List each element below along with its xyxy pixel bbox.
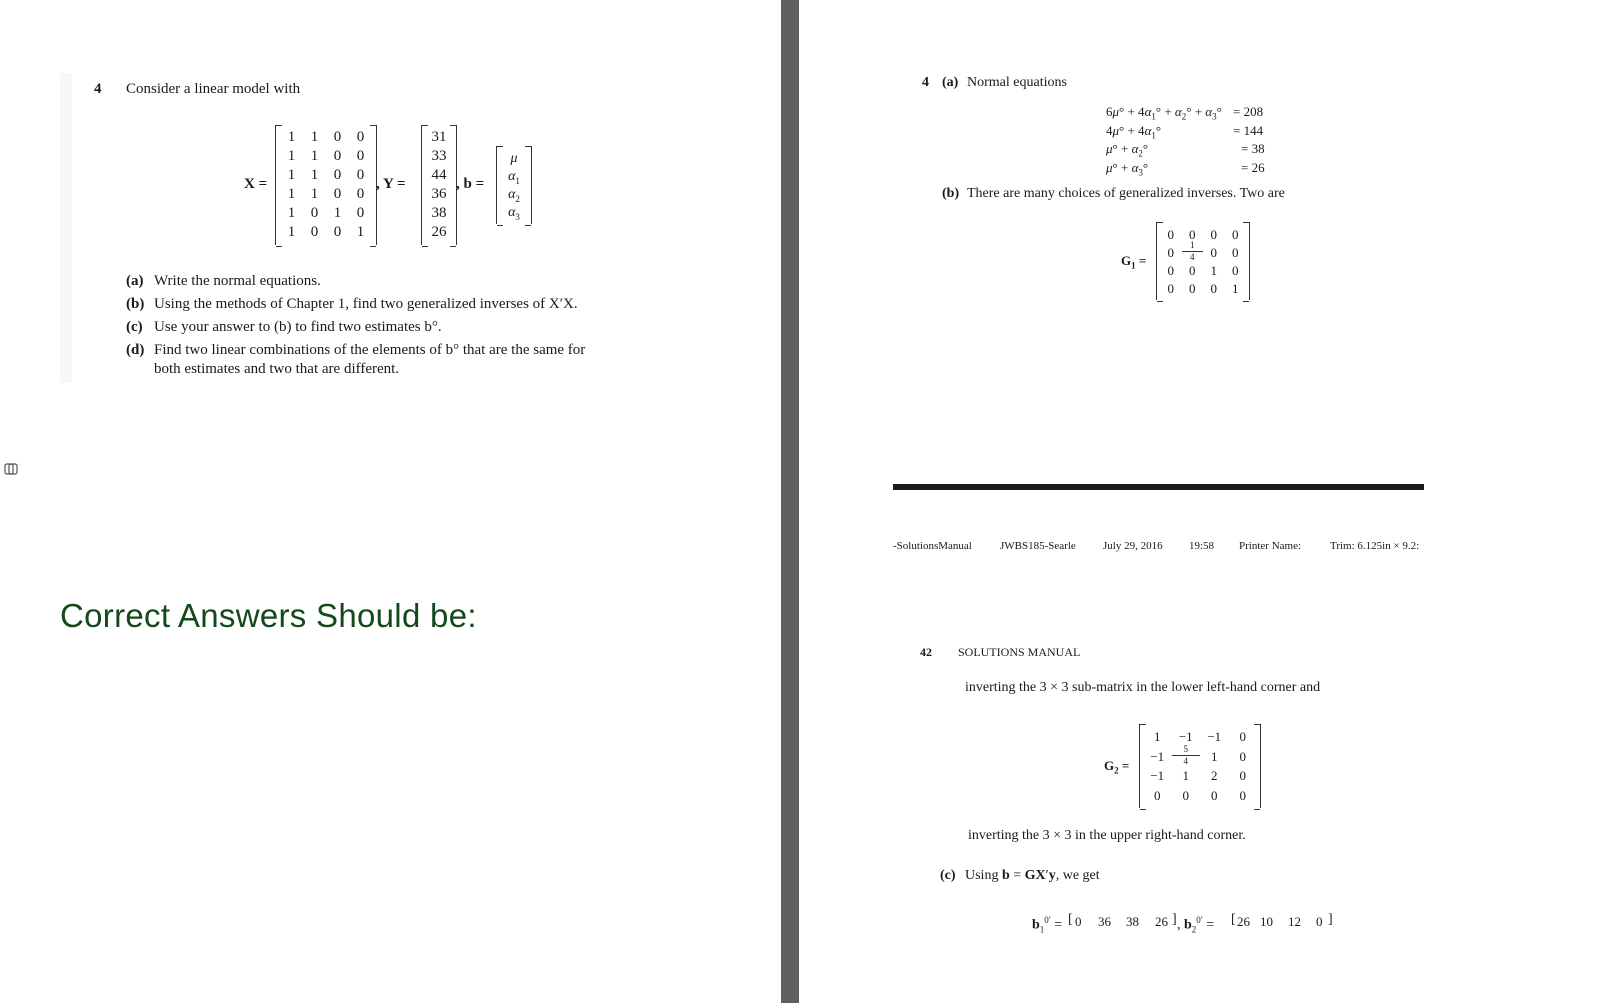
b1-value-4: 26 — [1155, 914, 1168, 929]
page-margin-strip — [60, 73, 72, 383]
g2-matrix-cell: −1 — [1150, 768, 1165, 784]
equation-1-rhs: = 208 — [1233, 104, 1264, 119]
running-head: SOLUTIONS MANUAL — [958, 645, 1081, 659]
equation-2-lhs: $4\mu^\circ + 4\alpha_1^\circ$ — [1106, 123, 1162, 141]
g2-matrix-cell: 0 — [1211, 787, 1218, 803]
problem-intro: Consider a linear model with — [126, 81, 301, 97]
g1-matrix-cell: 0 — [1232, 226, 1239, 242]
g1-matrix-cell: 0 — [1210, 280, 1217, 296]
x-matrix-cell: 1 — [287, 167, 296, 183]
b-vector-cell: μ — [510, 151, 518, 166]
x-matrix-cell: 1 — [287, 205, 296, 221]
g2-matrix-cell: 0 — [1239, 768, 1246, 784]
g1-label: $G_1$ = — [1121, 253, 1147, 271]
g2-matrix-cell: 0 — [1239, 787, 1246, 803]
g2-matrix-cell: 0 — [1182, 787, 1189, 803]
g1-matrix-cell: 0 — [1167, 226, 1174, 242]
y-vector-cell: 33 — [431, 148, 447, 164]
x-matrix-cell: 0 — [356, 186, 365, 202]
g2-matrix — [1139, 724, 1261, 808]
part-c-answer-label: (c) — [940, 868, 956, 883]
g1-matrix-cell: 0 — [1167, 280, 1174, 296]
x-matrix-cell: 0 — [356, 129, 365, 145]
footer-code: JWBS185-Searle — [1000, 540, 1076, 552]
x-matrix-cell: 1 — [287, 129, 296, 145]
x-matrix-cell: 0 — [333, 186, 342, 202]
g1-matrix-cell: 0 — [1189, 280, 1196, 296]
footer-trim: Trim: 6.125in × 9.2: — [1330, 540, 1420, 552]
g2-matrix-cell: −1 — [1178, 729, 1193, 745]
part-a-text: Write the normal equations. — [154, 273, 321, 289]
equation-1-lhs: $6\mu^\circ + 4\alpha_1^\circ + \alpha_2^\circ + \alpha_3^\circ$ — [1106, 104, 1222, 122]
x-matrix-cell: 0 — [310, 224, 319, 240]
page-divider — [781, 0, 799, 1003]
g1-matrix-cell: 0 — [1167, 262, 1174, 278]
g2-matrix-cell: 1 — [1154, 729, 1161, 745]
g1-matrix-cell: 1 4 — [1182, 241, 1204, 262]
part-a-label: (a) — [126, 273, 144, 289]
b-label: , b = — [456, 176, 485, 192]
x-matrix-cell: 1 — [287, 224, 296, 240]
part-c-text: Use your answer to (b) to find two estimates b°. — [154, 319, 442, 335]
b-vector-cell: $\alpha_3$ — [508, 205, 520, 222]
g1-note: inverting the 3 × 3 sub-matrix in the lower left-hand corner and — [965, 680, 1321, 695]
b1-bracket-close: ] — [1172, 912, 1177, 927]
g2-matrix-cell: 0 — [1239, 729, 1246, 745]
footer-book: -SolutionsManual — [893, 540, 972, 552]
x-matrix-cell: 1 — [287, 186, 296, 202]
x-matrix-cell: 0 — [333, 167, 342, 183]
g1-matrix-cell: 0 — [1232, 262, 1239, 278]
x-matrix-cell: 1 — [287, 148, 296, 164]
y-vector-cell: 26 — [431, 224, 447, 240]
g1-matrix-cell: 0 — [1167, 244, 1174, 260]
g1-matrix-cell: 0 — [1189, 262, 1196, 278]
g2-matrix-cell: 2 — [1211, 768, 1218, 784]
y-vector-cell: 38 — [431, 205, 447, 221]
g2-matrix-cell: 5 4 — [1172, 745, 1201, 766]
g2-matrix-cell: −1 — [1207, 729, 1222, 745]
g2-matrix-cell: 0 — [1154, 787, 1161, 803]
footer-time: 19:58 — [1189, 540, 1215, 552]
x-matrix-cell: 1 — [310, 148, 319, 164]
part-a-answer-label: (a) — [942, 75, 959, 90]
part-d-text-continued: both estimates and two that are different. — [154, 361, 400, 377]
y-vector — [421, 125, 457, 245]
x-label: X = — [244, 176, 268, 192]
b-vector-cell: $\alpha_1$ — [508, 169, 520, 186]
g1-matrix — [1156, 222, 1250, 300]
x-matrix-cell: 0 — [356, 148, 365, 164]
correct-answers-heading: Correct Answers Should be: — [60, 597, 477, 634]
b2-bracket-close: ] — [1328, 912, 1333, 927]
equation-3-lhs: $\mu^\circ + \alpha_2^\circ$ — [1106, 141, 1149, 159]
x-matrix-cell: 1 — [356, 224, 365, 240]
b1-bracket-open: [ — [1068, 912, 1073, 927]
part-d-label: (d) — [126, 342, 145, 358]
g2-matrix-cell: 1 — [1182, 768, 1189, 784]
g1-matrix-cell: 0 — [1189, 226, 1196, 242]
b2-value-3: 12 — [1288, 914, 1301, 929]
b2-value-1: 26 — [1237, 914, 1250, 929]
g2-matrix-cell: 1 — [1211, 748, 1218, 764]
problem-number: 4 — [94, 81, 102, 97]
b2-value-2: 10 — [1260, 914, 1273, 929]
b1-value-2: 36 — [1098, 914, 1111, 929]
g2-matrix-cell: 0 — [1239, 748, 1246, 764]
part-b-text: Using the methods of Chapter 1, find two generalized inverses of X′X. — [154, 296, 578, 312]
b-vector-cell: $\alpha_2$ — [508, 187, 520, 204]
copilot-icon[interactable] — [4, 463, 18, 475]
part-c-answer-text: Using b = GX′y, we get — [965, 868, 1100, 883]
x-matrix-cell: 0 — [333, 224, 342, 240]
x-matrix-cell: 0 — [356, 205, 365, 221]
x-matrix-cell: 1 — [310, 167, 319, 183]
equation-4-rhs: = 26 — [1241, 160, 1265, 175]
y-vector-cell: 44 — [431, 167, 447, 183]
g1-matrix-cell: 0 — [1210, 226, 1217, 242]
part-b-label: (b) — [126, 296, 145, 312]
b1-value-1: 0 — [1075, 914, 1082, 929]
footer-date: July 29, 2016 — [1103, 540, 1163, 552]
x-matrix-cell: 1 — [310, 186, 319, 202]
g2-label: $G_2$ = — [1104, 758, 1130, 776]
part-b-answer-text: There are many choices of generalized inverses. Two are — [967, 186, 1285, 201]
page-number: 42 — [920, 645, 932, 659]
x-matrix-cell: 0 — [356, 167, 365, 183]
x-matrix — [275, 125, 377, 245]
g1-matrix-cell: 1 — [1210, 262, 1217, 278]
b-vector — [496, 146, 532, 224]
x-matrix-cell: 1 — [333, 205, 342, 221]
equation-3-rhs: = 38 — [1241, 141, 1265, 156]
part-b-answer-label: (b) — [942, 186, 960, 201]
answer-number: 4 — [922, 75, 929, 90]
g2-matrix-cell: −1 — [1150, 748, 1165, 764]
b1-label: $b_1^{0'}$ = — [1032, 915, 1063, 935]
footer-printer: Printer Name: — [1239, 540, 1302, 552]
part-d-text: Find two linear combinations of the elements of b° that are the same for — [154, 342, 586, 358]
b2-bracket-open: [ — [1231, 912, 1236, 927]
equation-2-rhs: = 144 — [1233, 123, 1264, 138]
g1-matrix-cell: 0 — [1210, 244, 1217, 260]
equation-4-lhs: $\mu^\circ + \alpha_3^\circ$ — [1106, 160, 1149, 178]
b1-value-3: 38 — [1126, 914, 1139, 929]
g2-note: inverting the 3 × 3 in the upper right-hand corner. — [968, 828, 1246, 843]
part-c-label: (c) — [126, 319, 143, 335]
part-a-answer-title: Normal equations — [967, 75, 1067, 90]
y-vector-cell: 31 — [431, 129, 447, 145]
y-label: , Y = — [376, 176, 406, 192]
g1-matrix-cell: 0 — [1232, 244, 1239, 260]
x-matrix-cell: 1 — [310, 129, 319, 145]
page-bottom-rule — [893, 484, 1424, 490]
x-matrix-cell: 0 — [333, 148, 342, 164]
b2-label: , $b_2^{0'}$ = — [1177, 915, 1215, 935]
x-matrix-cell: 0 — [333, 129, 342, 145]
b2-value-4: 0 — [1316, 914, 1323, 929]
g1-matrix-cell: 1 — [1232, 280, 1239, 296]
y-vector-cell: 36 — [431, 186, 447, 202]
x-matrix-cell: 0 — [310, 205, 319, 221]
